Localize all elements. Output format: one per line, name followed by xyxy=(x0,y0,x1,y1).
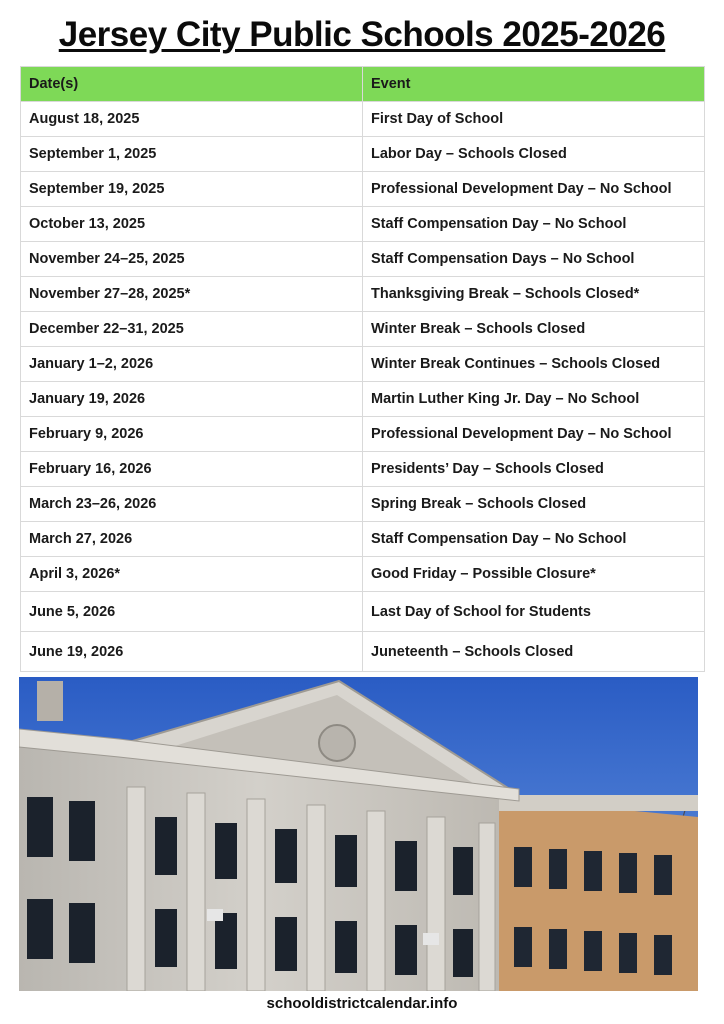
table-row xyxy=(21,382,705,417)
event-cell: Staff Compensation Days – No School xyxy=(363,242,705,277)
event-cell: Martin Luther King Jr. Day – No School xyxy=(363,382,705,417)
column-header-event: Event xyxy=(363,67,705,102)
event-cell: Juneteenth – Schools Closed xyxy=(363,632,705,672)
table-row xyxy=(21,557,705,592)
table-header-row xyxy=(21,67,705,102)
date-cell: February 9, 2026 xyxy=(21,417,363,452)
column-header-dates: Date(s) xyxy=(21,67,363,102)
table-row xyxy=(21,277,705,312)
event-cell: Labor Day – Schools Closed xyxy=(363,137,705,172)
date-cell: June 19, 2026 xyxy=(21,632,363,672)
table-row xyxy=(21,172,705,207)
date-cell: September 1, 2025 xyxy=(21,137,363,172)
date-cell: March 27, 2026 xyxy=(21,522,363,557)
date-cell: September 19, 2025 xyxy=(21,172,363,207)
event-cell: Presidents’ Day – Schools Closed xyxy=(363,452,705,487)
event-cell: First Day of School xyxy=(363,102,705,137)
page-title: Jersey City Public Schools 2025-2026 xyxy=(58,15,666,54)
date-cell: June 5, 2026 xyxy=(21,592,363,632)
date-cell: December 22–31, 2025 xyxy=(21,312,363,347)
event-cell: Spring Break – Schools Closed xyxy=(363,487,705,522)
table-row xyxy=(21,102,705,137)
table-row xyxy=(21,487,705,522)
event-cell: Winter Break Continues – Schools Closed xyxy=(363,347,705,382)
table-row xyxy=(21,347,705,382)
table-row xyxy=(21,632,705,672)
table-row xyxy=(21,417,705,452)
date-cell: April 3, 2026* xyxy=(21,557,363,592)
event-cell: Last Day of School for Students xyxy=(363,592,705,632)
event-cell: Staff Compensation Day – No School xyxy=(363,522,705,557)
date-cell: August 18, 2025 xyxy=(21,102,363,137)
event-cell: Professional Development Day – No School xyxy=(363,172,705,207)
table-row xyxy=(21,452,705,487)
table-row xyxy=(21,207,705,242)
event-cell: Staff Compensation Day – No School xyxy=(363,207,705,242)
footer-website: schooldistrictcalendar.info xyxy=(266,995,458,1012)
date-cell: November 27–28, 2025* xyxy=(21,277,363,312)
table-row xyxy=(21,312,705,347)
school-building-photo xyxy=(19,677,698,991)
event-cell: Thanksgiving Break – Schools Closed* xyxy=(363,277,705,312)
calendar-table xyxy=(20,66,705,672)
date-cell: October 13, 2025 xyxy=(21,207,363,242)
date-cell: January 1–2, 2026 xyxy=(21,347,363,382)
table-row xyxy=(21,592,705,632)
event-cell: Professional Development Day – No School xyxy=(363,417,705,452)
table-row xyxy=(21,522,705,557)
event-cell: Good Friday – Possible Closure* xyxy=(363,557,705,592)
event-cell: Winter Break – Schools Closed xyxy=(363,312,705,347)
date-cell: February 16, 2026 xyxy=(21,452,363,487)
table-row xyxy=(21,137,705,172)
date-cell: November 24–25, 2025 xyxy=(21,242,363,277)
table-row xyxy=(21,242,705,277)
date-cell: March 23–26, 2026 xyxy=(21,487,363,522)
date-cell: January 19, 2026 xyxy=(21,382,363,417)
